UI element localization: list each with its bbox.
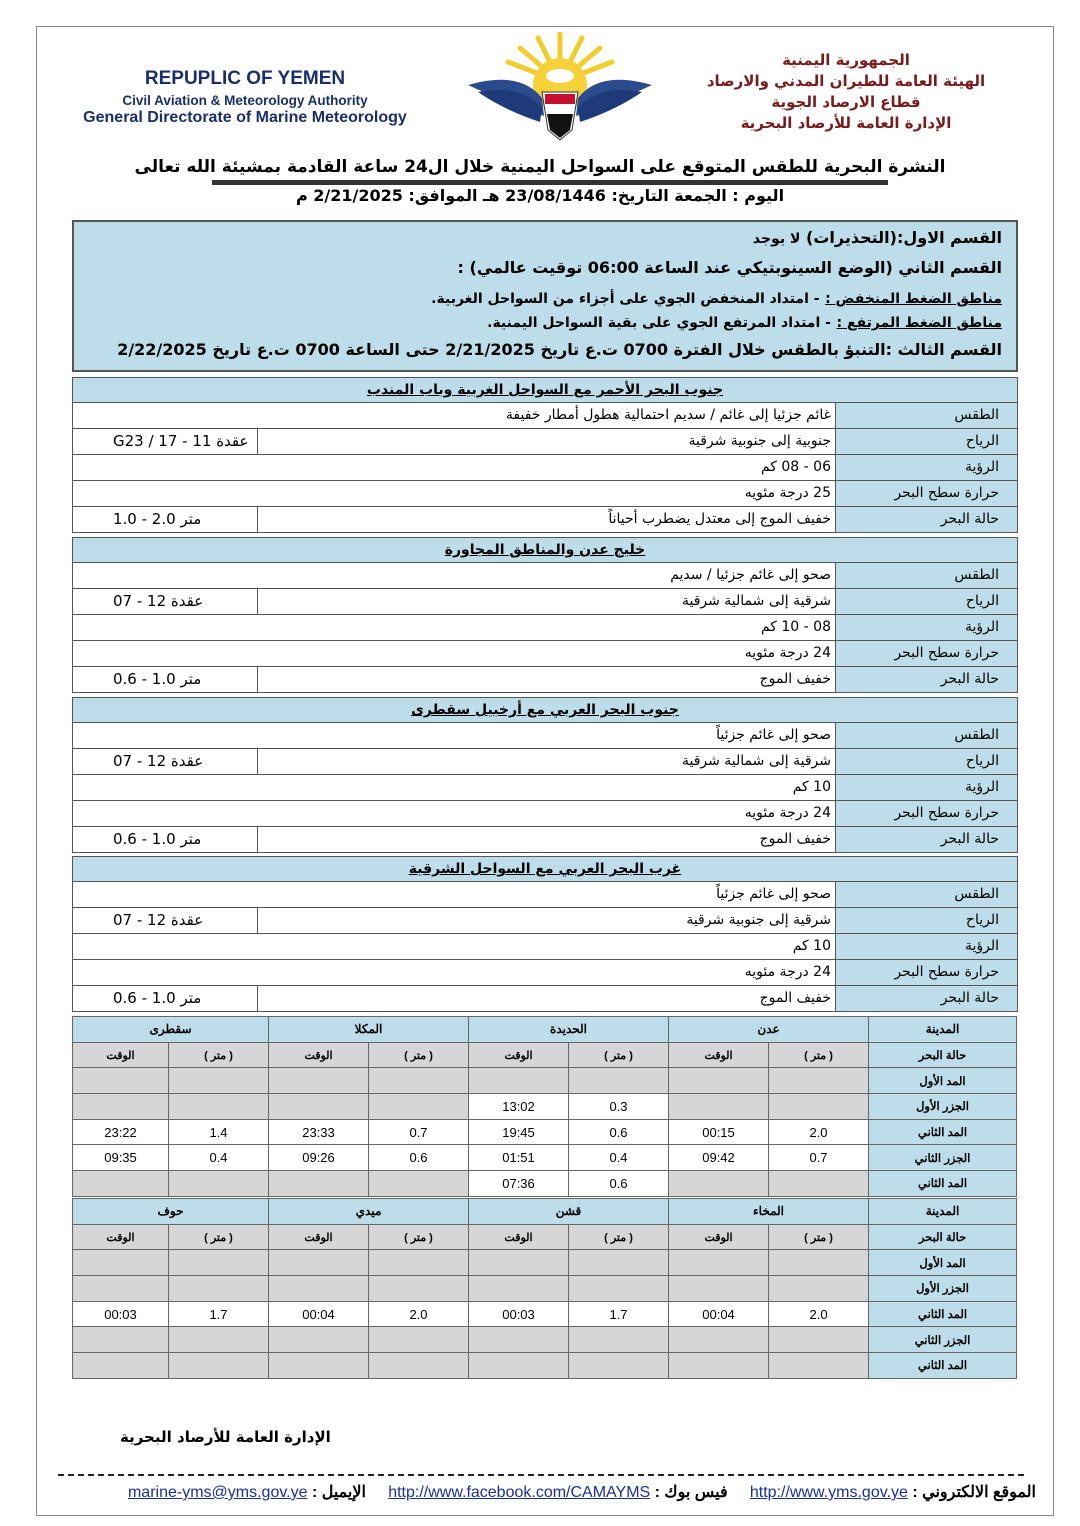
zone-row-extra-value: 0.6 - 1.0 متر [113,830,202,848]
tide-subheader-row [73,1224,1017,1250]
tide-city-name: المكلا [269,1017,469,1043]
header-ar-directorate: الإدارة العامة للأرصاد البحرية [740,114,952,132]
zone-row-weather [72,403,1018,429]
zone-row-sea [72,827,1018,853]
tide-height-cell: 0.6 [569,1119,669,1145]
tide-height-cell [169,1094,269,1120]
zone-title: خليج عدن والمناطق المجاورة [72,537,1018,563]
tide-height-cell: 0.4 [569,1145,669,1171]
zone-row-value: 24 درجة مئويه [744,805,831,821]
authority-logo-icon [460,30,660,150]
email-label: الإيميل : [311,1484,366,1501]
tide-time-cell [73,1250,169,1276]
tide-height-cell: 0.7 [369,1119,469,1145]
zone-row-extra-value: 0.6 - 1.0 متر [113,670,202,688]
tide-time-header: الوقت [269,1224,369,1250]
zone-row-label: الطقس [835,403,1017,428]
tide-row-label: المد الأول [869,1068,1017,1094]
tide-time-cell [269,1250,369,1276]
tide-height-cell [769,1068,869,1094]
zone-row-extra-value: 1.0 - 2.0 متر [113,510,202,528]
tide-time-cell: 00:03 [73,1301,169,1327]
zone-row-extra-value: 07 - 12 عقدة [113,752,204,770]
email-link[interactable]: marine-yms@yms.gov.ye [127,1484,308,1501]
tide-height-cell [369,1276,469,1302]
tide-time-cell: 09:35 [73,1145,169,1171]
tide-time-cell: 00:04 [669,1301,769,1327]
zone-row-value: 08 - 10 كم [760,619,831,635]
tide-row-label: الجزر الثاني [869,1327,1017,1353]
zone-row-value: 24 درجة مئويه [744,645,831,661]
zone-row-visibility [72,615,1018,641]
tide-city-label: المدينة [869,1199,1017,1225]
zone-row-visibility [72,455,1018,481]
tide-height-cell: 2.0 [369,1301,469,1327]
zone-row-visibility [72,775,1018,801]
zone-row-visibility [72,934,1018,960]
zone-row-wind [72,589,1018,615]
footer-links [60,1482,1036,1502]
tide-time-cell: 01:51 [469,1145,569,1171]
zone-row-value: صحو إلى غائم جزئيا / سديم [670,567,831,583]
tide-time-cell: 00:03 [469,1301,569,1327]
tide-time-cell [469,1276,569,1302]
tide-height-cell [769,1327,869,1353]
tide-height-cell [569,1327,669,1353]
tide-time-header: الوقت [269,1042,369,1068]
section-forecast-period: القسم الثالث :التنبؤ بالطقس خلال الفترة 0700 ت.ع تاريخ 2/21/2025 حتى الساعة 0700 ت.ع تاريخ 2/22/2025 [117,340,1002,359]
zone-row-label: الطقس [835,882,1017,907]
zone-row-label: حالة البحر [835,986,1017,1011]
tide-height-cell [569,1353,669,1379]
zone-row-value: صحو إلى غائم جزئياً [716,727,831,743]
tide-city-name: سقطرى [73,1017,269,1043]
zone-row-wind [72,908,1018,934]
tide-data-row [73,1353,1017,1379]
tide-height-cell [769,1171,869,1197]
tide-time-header: الوقت [669,1224,769,1250]
tide-height-cell [169,1276,269,1302]
tide-data-row [73,1145,1017,1171]
warnings-label: القسم الاول:(التحذيرات) [806,228,1002,247]
zone-row-label: حرارة سطح البحر [835,481,1017,506]
zone-row-value: خفيف الموج [257,667,835,692]
website-link[interactable]: http://www.yms.gov.ye [749,1484,908,1501]
tide-time-cell [269,1353,369,1379]
tide-height-cell [769,1353,869,1379]
tide-time-cell [669,1068,769,1094]
tide-time-header: الوقت [73,1224,169,1250]
tide-data-row [73,1301,1017,1327]
tide-height-cell [569,1068,669,1094]
zone-row-label: حرارة سطح البحر [835,641,1017,666]
tide-unit-header: ( متر ) [169,1224,269,1250]
section-warnings [753,228,1002,247]
tide-height-cell [169,1353,269,1379]
tide-height-cell [169,1250,269,1276]
tide-time-cell [269,1171,369,1197]
zone-row-extra-value: 0.6 - 1.0 متر [113,989,202,1007]
tide-time-cell: 13:02 [469,1094,569,1120]
tide-time-cell [469,1353,569,1379]
tide-time-cell [73,1327,169,1353]
high-pressure-text: - امتداد المرتفع الجوي على بقية السواحل اليمنية. [487,315,831,331]
tide-time-cell [669,1250,769,1276]
tide-height-cell: 1.7 [169,1301,269,1327]
tide-height-cell [169,1327,269,1353]
tide-time-header: الوقت [73,1042,169,1068]
tide-city-name: قشن [469,1199,669,1225]
zone-row-label: الرؤية [835,775,1017,800]
tide-data-row [73,1171,1017,1197]
zone-row-value: شرقية إلى شمالية شرقية [257,749,835,774]
tide-height-cell [169,1171,269,1197]
tide-time-cell [469,1327,569,1353]
header-country: REPUPLIC OF YEMEN [144,68,346,89]
tide-state-label: حالة البحر [869,1042,1017,1068]
low-pressure-row [431,288,1002,307]
tide-height-cell [169,1068,269,1094]
tide-time-header: الوقت [469,1224,569,1250]
tide-time-cell [73,1353,169,1379]
tide-time-cell: 09:26 [269,1145,369,1171]
header-arabic [696,50,996,134]
zone-row-sea [72,667,1018,693]
title-divider [212,180,888,185]
tide-time-cell: 23:33 [269,1119,369,1145]
zone-row-value: 10 كم [792,938,831,954]
zone-row-label: الرؤية [835,615,1017,640]
tide-data-row [73,1276,1017,1302]
zone-row-value: خفيف الموج [257,827,835,852]
zone-row-extra-value: 07 - 12 عقدة [113,911,204,929]
tide-state-label: حالة البحر [869,1224,1017,1250]
tide-height-cell: 0.6 [369,1145,469,1171]
tide-city-name: الحديدة [469,1017,669,1043]
tide-height-cell: 2.0 [769,1119,869,1145]
tide-table-2 [72,1198,1017,1379]
header-english [60,68,430,127]
tide-city-name: حوف [73,1199,269,1225]
low-pressure-text: - امتداد المنخفض الجوي على أجزاء من السواحل الغربية. [431,291,820,307]
zone-title: جنوب البحر الأحمر مع السواحل الغربية وباب المندب [72,377,1018,403]
zone-row-value: جنوبية إلى جنوبية شرقية [257,429,835,454]
zone-row-value: شرقية إلى شمالية شرقية [257,589,835,614]
header-authority: Civil Aviation & Meteorology Authority [122,93,368,108]
tide-height-cell [369,1171,469,1197]
zone-row-label: الرؤية [835,455,1017,480]
tide-unit-header: ( متر ) [769,1042,869,1068]
tide-data-row [73,1327,1017,1353]
high-pressure-row [487,312,1002,331]
zone-row-sst [72,481,1018,507]
tide-table-1 [72,1016,1017,1197]
tide-height-cell [569,1276,669,1302]
tide-city-name: المخاء [669,1199,869,1225]
zone-row-extra-value: G23 / 17 - 11 عقدة [113,432,249,450]
tide-height-cell: 2.0 [769,1301,869,1327]
footer-divider [58,1474,1024,1476]
tide-height-cell: 0.4 [169,1145,269,1171]
tide-height-cell [369,1327,469,1353]
zone-row-label: الرياح [835,429,1017,454]
tide-header-row [73,1017,1017,1043]
zone-row-label: حرارة سطح البحر [835,801,1017,826]
zone-row-sst [72,641,1018,667]
forecast-zone [72,856,1018,1012]
tide-time-cell [669,1327,769,1353]
tide-row-label: المد الثاني [869,1353,1017,1379]
high-pressure-label: مناطق الضغط المرتفع : [836,315,1002,331]
tide-height-cell: 0.7 [769,1145,869,1171]
zone-row-sea [72,507,1018,533]
tide-time-cell [269,1068,369,1094]
footer-organization: الإدارة العامة للأرصاد البحرية [120,1428,331,1446]
tide-time-cell: 00:15 [669,1119,769,1145]
zone-title: غرب البحر العربي مع السواحل الشرقية [72,856,1018,882]
tide-height-cell [369,1094,469,1120]
forecast-zone [72,377,1018,533]
tide-row-label: المد الثاني [869,1301,1017,1327]
zone-row-value: 06 - 08 كم [760,459,831,475]
tide-height-cell [369,1250,469,1276]
facebook-link[interactable]: http://www.facebook.com/CAMAYMS [388,1484,651,1501]
zone-row-label: حالة البحر [835,827,1017,852]
tide-height-cell [569,1250,669,1276]
low-pressure-label: مناطق الضغط المنخفض : [825,291,1002,307]
tide-unit-header: ( متر ) [569,1224,669,1250]
tide-row-label: الجزر الأول [869,1276,1017,1302]
section-synoptic: القسم الثاني (الوضع السينوبتيكي عند الساعة 06:00 توقيت عالمي) : [457,258,1002,277]
tide-time-cell: 23:22 [73,1119,169,1145]
tide-row-label: المد الأول [869,1250,1017,1276]
header-ar-country: الجمهورية اليمنية [782,51,910,69]
tide-city-name: ميدي [269,1199,469,1225]
tide-time-cell: 09:42 [669,1145,769,1171]
zone-row-label: الطقس [835,723,1017,748]
tide-time-cell: 07:36 [469,1171,569,1197]
forecast-zone [72,537,1018,693]
tide-height-cell: 1.7 [569,1301,669,1327]
zone-row-sea [72,986,1018,1012]
tide-unit-header: ( متر ) [769,1224,869,1250]
tide-height-cell: 0.3 [569,1094,669,1120]
zone-row-label: الرياح [835,589,1017,614]
zone-row-value: صحو إلى غائم جزئياً [716,886,831,902]
tide-time-cell [269,1276,369,1302]
bulletin-title: النشرة البحرية للطقس المتوقع على السواحل اليمنية خلال ال24 ساعة القادمة بمشيئة الله تعالى [134,157,946,177]
zone-row-label: الطقس [835,563,1017,588]
tide-data-row [73,1250,1017,1276]
warnings-value: لا يوجد [752,231,801,247]
tide-city-label: المدينة [869,1017,1017,1043]
zone-row-value: 25 درجة مئويه [744,485,831,501]
tide-row-label: المد الثاني [869,1171,1017,1197]
tide-time-cell [73,1068,169,1094]
tide-header-row [73,1199,1017,1225]
zone-row-value: غائم جزئيا إلى غائم / سديم احتمالية هطول أمطار خفيفة [505,407,831,423]
tide-time-cell [269,1094,369,1120]
zone-row-value: خفيف الموج [257,986,835,1011]
zone-row-value: خفيف الموج إلى معتدل يضطرب أحياناً [257,507,835,532]
tide-row-label: المد الثاني [869,1119,1017,1145]
zone-row-weather [72,723,1018,749]
zone-row-extra-value: 07 - 12 عقدة [113,592,204,610]
tide-unit-header: ( متر ) [369,1042,469,1068]
zone-row-value: 24 درجة مئويه [744,964,831,980]
header-directorate: General Directorate of Marine Meteorology [83,109,407,126]
tide-height-cell: 0.6 [569,1171,669,1197]
facebook-label: فيس بوك : [654,1484,728,1501]
tide-subheader-row [73,1042,1017,1068]
tide-data-row [73,1068,1017,1094]
synoptic-section [72,220,1018,372]
zone-row-label: حالة البحر [835,507,1017,532]
zone-row-label: الرؤية [835,934,1017,959]
header-ar-authority: الهيئة العامة للطيران المدني والارصاد [706,72,986,90]
tide-time-cell: 00:04 [269,1301,369,1327]
zone-row-label: الرياح [835,749,1017,774]
tide-time-cell [469,1250,569,1276]
tide-height-cell [769,1250,869,1276]
tide-time-header: الوقت [469,1042,569,1068]
zone-row-value: 10 كم [792,779,831,795]
zone-row-label: الرياح [835,908,1017,933]
tide-height-cell: 1.4 [169,1119,269,1145]
zone-row-wind [72,749,1018,775]
tide-time-cell [73,1094,169,1120]
tide-time-header: الوقت [669,1042,769,1068]
tide-time-cell [269,1327,369,1353]
tide-height-cell [769,1094,869,1120]
tide-time-cell [669,1276,769,1302]
zone-row-sst [72,801,1018,827]
tide-time-cell [469,1068,569,1094]
zone-row-label: حرارة سطح البحر [835,960,1017,985]
tide-time-cell: 19:45 [469,1119,569,1145]
zone-row-wind [72,429,1018,455]
tide-unit-header: ( متر ) [169,1042,269,1068]
header-ar-sector: قطاع الارصاد الجوية [771,93,921,111]
tide-data-row [73,1094,1017,1120]
website-label: الموقع الالكتروني : [912,1484,1036,1501]
tide-unit-header: ( متر ) [369,1224,469,1250]
zone-title: جنوب البحر العربي مع أرخبيل سقطرى [72,697,1018,723]
tide-time-cell [73,1276,169,1302]
forecast-zone [72,697,1018,853]
tide-unit-header: ( متر ) [569,1042,669,1068]
zone-row-sst [72,960,1018,986]
tide-time-cell [669,1353,769,1379]
zone-row-value: شرقية إلى جنوبية شرقية [257,908,835,933]
tide-row-label: الجزر الثاني [869,1145,1017,1171]
tide-data-row [73,1119,1017,1145]
tide-time-cell [73,1171,169,1197]
tide-time-cell [669,1171,769,1197]
zone-row-label: حالة البحر [835,667,1017,692]
zone-row-weather [72,563,1018,589]
tide-time-cell [669,1094,769,1120]
zone-row-weather [72,882,1018,908]
bulletin-date-line: اليوم : الجمعة التاريخ: 23/08/1446 هـ الموافق: 2/21/2025 م [295,186,785,205]
tide-height-cell [369,1353,469,1379]
tide-height-cell [769,1276,869,1302]
tide-row-label: الجزر الأول [869,1094,1017,1120]
tide-height-cell [369,1068,469,1094]
tide-city-name: عدن [669,1017,869,1043]
